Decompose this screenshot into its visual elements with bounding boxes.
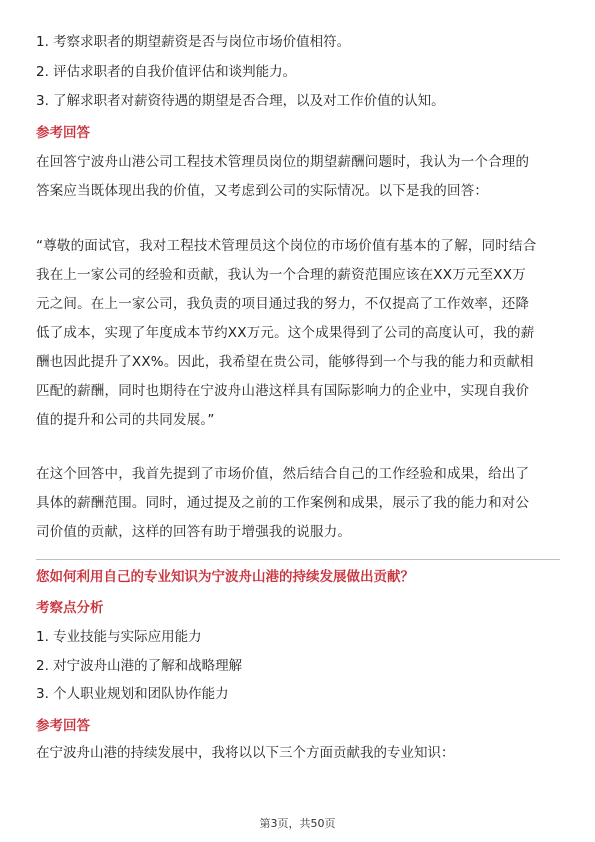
paragraph-line: 答案应当既体现出我的价值，又考虑到公司的实际情况。以下是我的回答： (36, 183, 489, 199)
page-number: 第3页，共50页 (259, 817, 336, 830)
paragraph-line: 在这个回答中，我首先提到了市场价值，然后结合自己的工作经验和成果，给出了 (36, 466, 530, 482)
paragraph-line: 在回答宁波舟山港公司工程技术管理员岗位的期望薪酬问题时，我认为一个合理的 (36, 154, 530, 170)
list-item: 2. 评估求职者的自我价值评估和谈判能力。 (36, 64, 297, 80)
answer-paragraph-intro (36, 148, 560, 206)
list-item: 1. 考察求职者的期望薪资是否与岗位市场价值相符。 (36, 34, 351, 50)
paragraph-line: 我在上一家公司的经验和贡献，我认为一个合理的薪资范围应该在XX万元至XX万 (36, 267, 526, 283)
paragraph-line: 酬也因此提升了XX%。因此，我希望在贵公司，能够得到一个与我的能力和贡献相 (36, 354, 534, 370)
paragraph-line: 具体的薪酬范围。同时，通过提及之前的工作案例和成果，展示了我的能力和对公 (36, 495, 530, 511)
list-item: 2. 对宁波舟山港的了解和战略理解 (36, 658, 243, 674)
reference-answer-heading: 参考回答 (36, 718, 90, 734)
answer-first-line: 在宁波舟山港的持续发展中，我将以以下三个方面贡献我的专业知识： (36, 745, 455, 761)
section-divider (36, 559, 560, 560)
paragraph-line: “尊敬的面试官，我对工程技术管理员这个岗位的市场价值有基本的了解，同时结合 (36, 238, 537, 254)
paragraph-line: 匹配的薪酬，同时也期待在宁波舟山港这样具有国际影响力的企业中，实现自我价 (36, 383, 530, 399)
list-item: 3. 个人职业规划和团队协作能力 (36, 686, 229, 702)
paragraph-line: 司价值的贡献，这样的回答有助于增强我的说服力。 (36, 524, 352, 540)
analysis-heading: 考察点分析 (36, 600, 104, 616)
paragraph-line: 值的提升和公司的共同发展。” (36, 412, 215, 428)
interview-question: 您如何利用自己的专业知识为宁波舟山港的持续发展做出贡献？ (36, 569, 414, 585)
answer-paragraph-summary (36, 460, 560, 547)
paragraph-line: 低了成本，实现了年度成本节约XX万元。这个成果得到了公司的高度认可，我的薪 (36, 325, 535, 341)
reference-answer-heading: 参考回答 (36, 125, 90, 141)
list-item: 1. 专业技能与实际应用能力 (36, 629, 202, 645)
paragraph-line: 元之间。在上一家公司，我负责的项目通过我的努力，不仅提高了工作效率，还降 (36, 296, 530, 312)
answer-paragraph-quote (36, 232, 560, 435)
list-item: 3. 了解求职者对薪资待遇的期望是否合理，以及对工作价值的认知。 (36, 93, 445, 109)
